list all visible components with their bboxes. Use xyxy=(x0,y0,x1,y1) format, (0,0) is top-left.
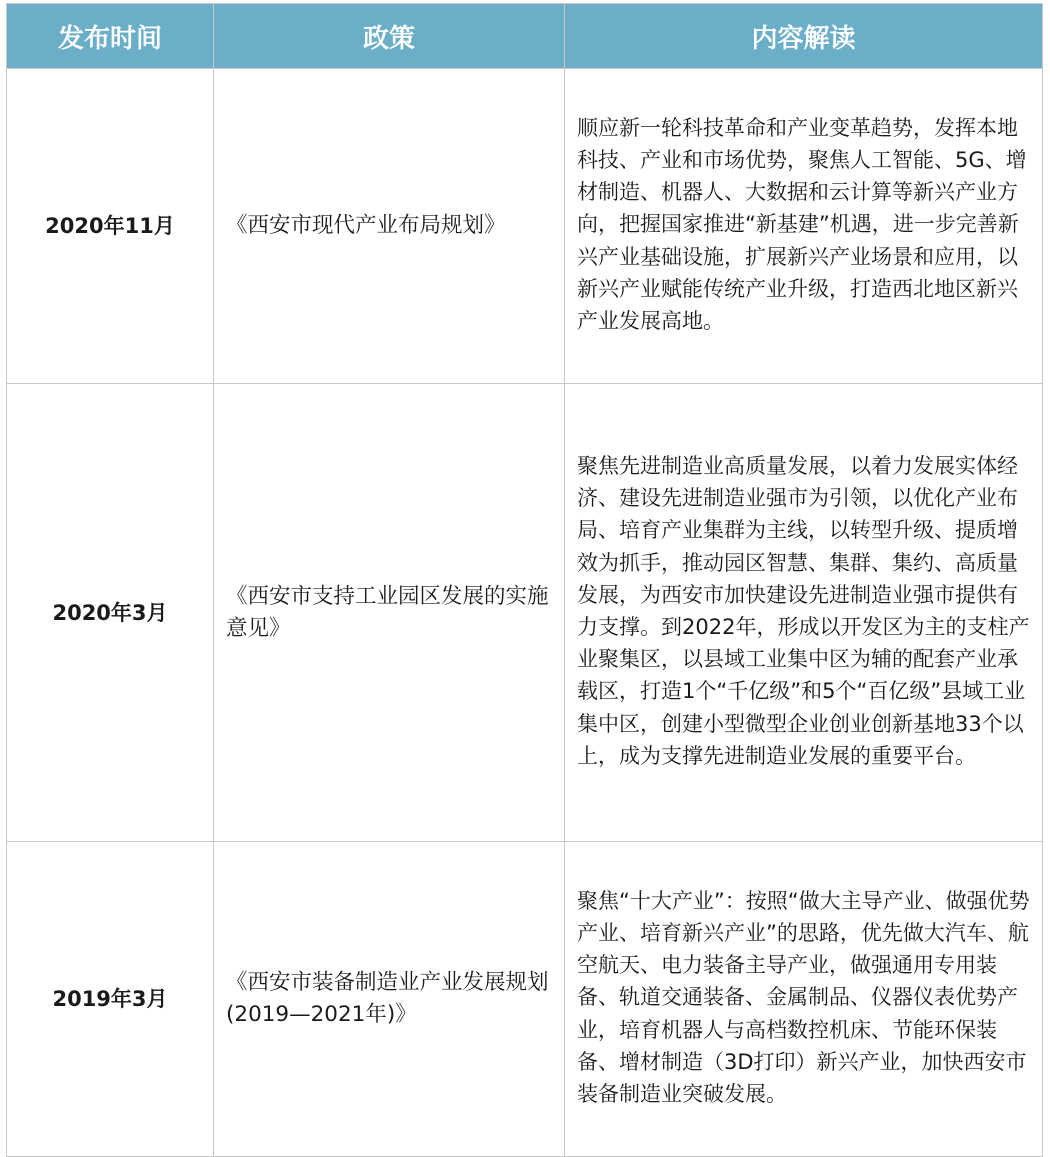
policy-cell: 《西安市现代产业布局规划》 xyxy=(214,69,565,384)
header-date: 发布时间 xyxy=(7,4,214,69)
table-row xyxy=(7,384,1043,842)
date-cell: 2020年3月 xyxy=(7,384,214,842)
table-header-row xyxy=(7,4,1043,69)
table-row xyxy=(7,69,1043,384)
interpretation-cell: 聚焦先进制造业高质量发展，以着力发展实体经济、建设先进制造业强市为引领，以优化产业布局、培育产业集群为主线，以转型升级、提质增效为抓手，推动园区智慧、集群、集约、高质量发展，为西安市加快建设先进制造业强市提供有力支撑。到2022年，形成以开发区为主的支柱产业聚集区，以县域工业集中区为辅的配套产业承载区，打造1个“千亿级”和5个“百亿级”县域工业集中区，创建小型微型企业创业创新基地33个以上，成为支撑先进制造业发展的重要平台。 xyxy=(565,384,1043,842)
policy-cell: 《西安市支持工业园区发展的实施意见》 xyxy=(214,384,565,842)
policy-cell: 《西安市装备制造业产业发展规划(2019—2021年)》 xyxy=(214,842,565,1157)
interpretation-cell: 顺应新一轮科技革命和产业变革趋势，发挥本地科技、产业和市场优势，聚焦人工智能、5G、增材制造、机器人、大数据和云计算等新兴产业方向，把握国家推进“新基建”机遇，进一步完善新兴产业基础设施，扩展新兴产业场景和应用，以新兴产业赋能传统产业升级，打造西北地区新兴产业发展高地。 xyxy=(565,69,1043,384)
date-cell: 2020年11月 xyxy=(7,69,214,384)
date-cell: 2019年3月 xyxy=(7,842,214,1157)
interpretation-cell: 聚焦“十大产业”：按照“做大主导产业、做强优势产业、培育新兴产业”的思路，优先做大汽车、航空航天、电力装备主导产业，做强通用专用装备、轨道交通装备、金属制品、仪器仪表优势产业，培育机器人与高档数控机床、节能环保装备、增材制造（3D打印）新兴产业，加快西安市装备制造业突破发展。 xyxy=(565,842,1043,1157)
header-interpretation: 内容解读 xyxy=(565,4,1043,69)
table-row xyxy=(7,842,1043,1157)
header-policy: 政策 xyxy=(214,4,565,69)
policy-table xyxy=(6,3,1043,1157)
